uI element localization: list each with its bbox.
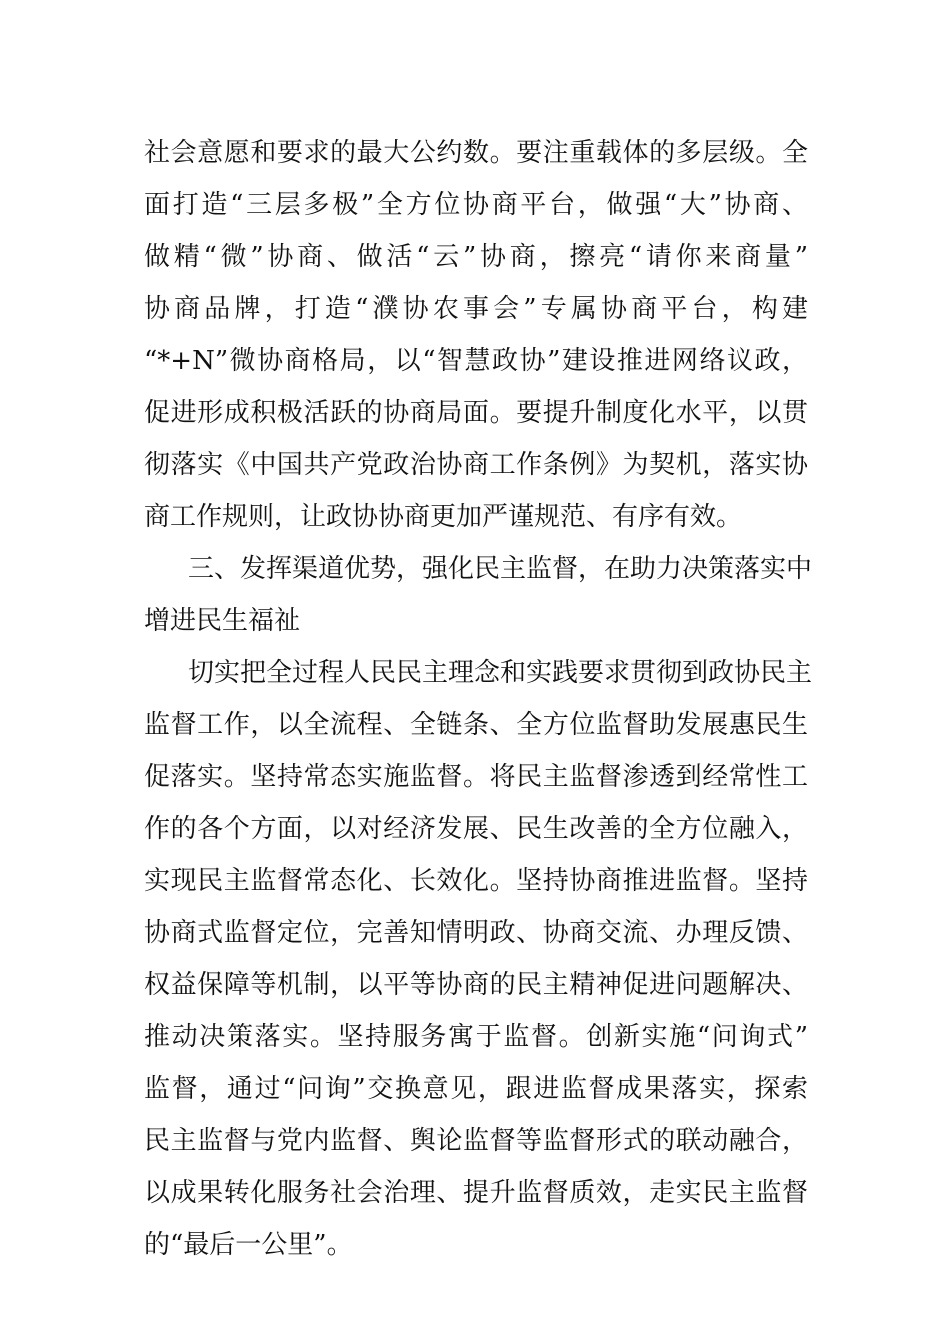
- paragraph-line: 民主监督与党内监督、舆论监督等监督形式的联动融合，: [144, 1126, 808, 1156]
- paragraph-line: 监督，通过“问询”交换意见，跟进监督成果落实，探索: [144, 1074, 808, 1104]
- heading-line: 增进民生福祉: [144, 606, 301, 636]
- paragraph-line: 社会意愿和要求的最大公约数。要注重载体的多层级。全: [144, 138, 808, 168]
- paragraph-line: 彻落实《中国共产党政治协商工作条例》为契机，落实协: [144, 450, 808, 480]
- paragraph-line: 商工作规则，让政协协商更加严谨规范、有序有效。: [144, 502, 743, 532]
- paragraph-line: 作的各个方面，以对经济发展、民生改善的全方位融入，: [144, 814, 808, 844]
- paragraph-line: 促进形成积极活跃的协商局面。要提升制度化水平，以贯: [144, 398, 808, 428]
- paragraph-line: 推动决策落实。坚持服务寓于监督。创新实施“问询式”: [144, 1022, 808, 1052]
- paragraph-line: 协商式监督定位，完善知情明政、协商交流、办理反馈、: [144, 918, 808, 948]
- paragraph-line: 实现民主监督常态化、长效化。坚持协商推进监督。坚持: [144, 866, 808, 896]
- paragraph-line: 切实把全过程人民民主理念和实践要求贯彻到政协民主: [188, 658, 813, 688]
- paragraph-line: 促落实。坚持常态实施监督。将民主监督渗透到经常性工: [144, 762, 808, 792]
- document-body: [144, 127, 813, 1271]
- paragraph-line: “*+N”微协商格局，以“智慧政协”建设推进网络议政，: [144, 346, 808, 376]
- paragraph-line: 监督工作，以全流程、全链条、全方位监督助发展惠民生: [144, 710, 808, 740]
- paragraph-line: 以成果转化服务社会治理、提升监督质效，走实民主监督: [144, 1178, 808, 1208]
- paragraph-continued: [144, 127, 808, 543]
- paragraph-line: 面打造“三层多极”全方位协商平台，做强“大”协商、: [144, 190, 808, 220]
- paragraph-line: 做精“微”协商、做活“云”协商，擦亮“请你来商量”: [144, 242, 808, 272]
- paragraph-line: 的“最后一公里”。: [144, 1230, 353, 1260]
- paragraph-body: [144, 647, 813, 1271]
- paragraph-line: 协商品牌，打造“濮协农事会”专属协商平台，构建: [144, 294, 808, 324]
- section-heading: [144, 543, 813, 647]
- heading-line: 三、发挥渠道优势，强化民主监督，在助力决策落实中: [188, 554, 813, 584]
- paragraph-line: 权益保障等机制，以平等协商的民主精神促进问题解决、: [144, 970, 808, 1000]
